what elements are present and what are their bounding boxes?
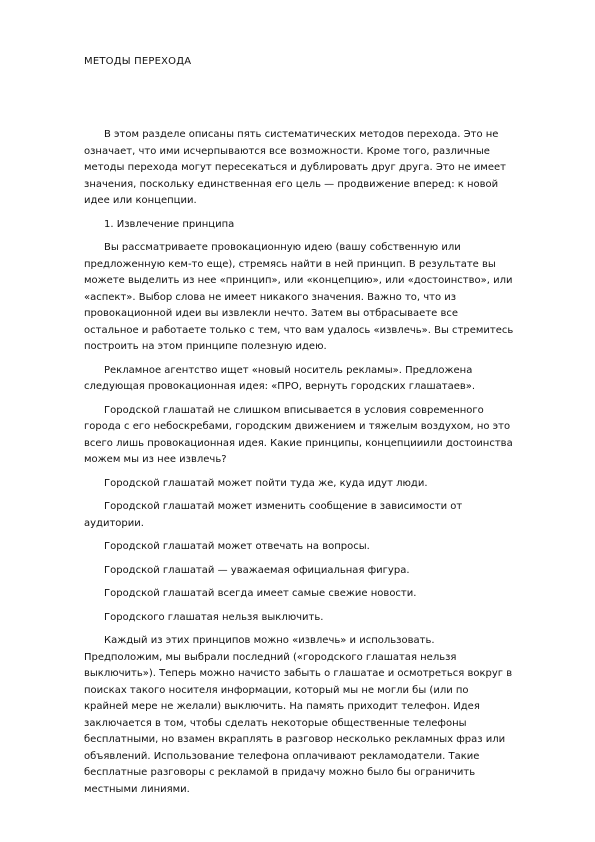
body-paragraph: Городской глашатай не слишком вписывается в условия современного города с его небоскребами, городским движением и тяжелым воздухом, но это всего лишь провокационная идея. Какие принципы, концепцииили достоинства можем мы из нее извлечь? <box>84 404 513 465</box>
principle-item: Городской глашатай может изменить сообщение в зависимости от аудитории. <box>84 501 463 529</box>
principle-item: Городской глашатай может пойти туда же, куда идут люди. <box>104 477 428 489</box>
principle-item: Городского глашатая нельзя выключить. <box>104 611 324 623</box>
principle-item: Городской глашатай может отвечать на вопросы. <box>104 541 370 552</box>
document-body <box>84 127 514 805</box>
section-heading: 1. Извлечение принципа <box>104 218 235 230</box>
body-paragraph: Каждый из этих принципов можно «извлечь» и использовать. Предположим, мы выбрали последний («городского глашатая нельзя выключить»). Теперь можно начисто забыть о глашатае и осмотреться вокруг в поисках такого носителя информации, который мы не могли бы (или по крайней мере не желали) выключить. На память приходит телефон. Идея заключается в том, чтобы сделать некоторые общественные телефоны бесплатными, но взамен вкраплять в разговор несколько рекламных фраз или объявлений. Использование телефона оплачивают рекламодатели. Такие бесплатные разговоры с рекламой в придачу можно было бы ограничить местными линиями. <box>84 635 513 795</box>
intro-paragraph: В этом разделе описаны пять систематических методов перехода. Это не означает, что ими исчерпываются все возможности. Кроме того, различные методы перехода могут пересекаться и дублировать друг друга. Это не имеет значения, поскольку единственная его цель — продвижение вперед: к новой идее или концепции. <box>84 129 506 206</box>
body-paragraph: Вы рассматриваете провокационную идею (вашу собственную или предложенную кем-то еще), стремясь найти в ней принцип. В результате вы можете выделить из нее «принцип», или «концепцию», или «достоинство», или «аспект». Выбор слова не имеет никакого значения. Важно то, что из провокационной идеи вы извлекли нечто. Затем вы отбрасываете все остальное и работаете только с тем, что вам удалось «извлечь». Вы стремитесь построить на этом принципе полезную идею. <box>84 242 514 352</box>
document-title: МЕТОДЫ ПЕРЕХОДА <box>84 56 192 67</box>
principle-item: Городской глашатай всегда имеет самые свежие новости. <box>104 588 417 599</box>
body-paragraph: Рекламное агентство ищет «новый носитель рекламы». Предложена следующая провокационная идея: «ПРО, вернуть городских глашатаев». <box>84 364 476 392</box>
principle-item: Городской глашатай — уважаемая официальная фигура. <box>104 564 410 576</box>
